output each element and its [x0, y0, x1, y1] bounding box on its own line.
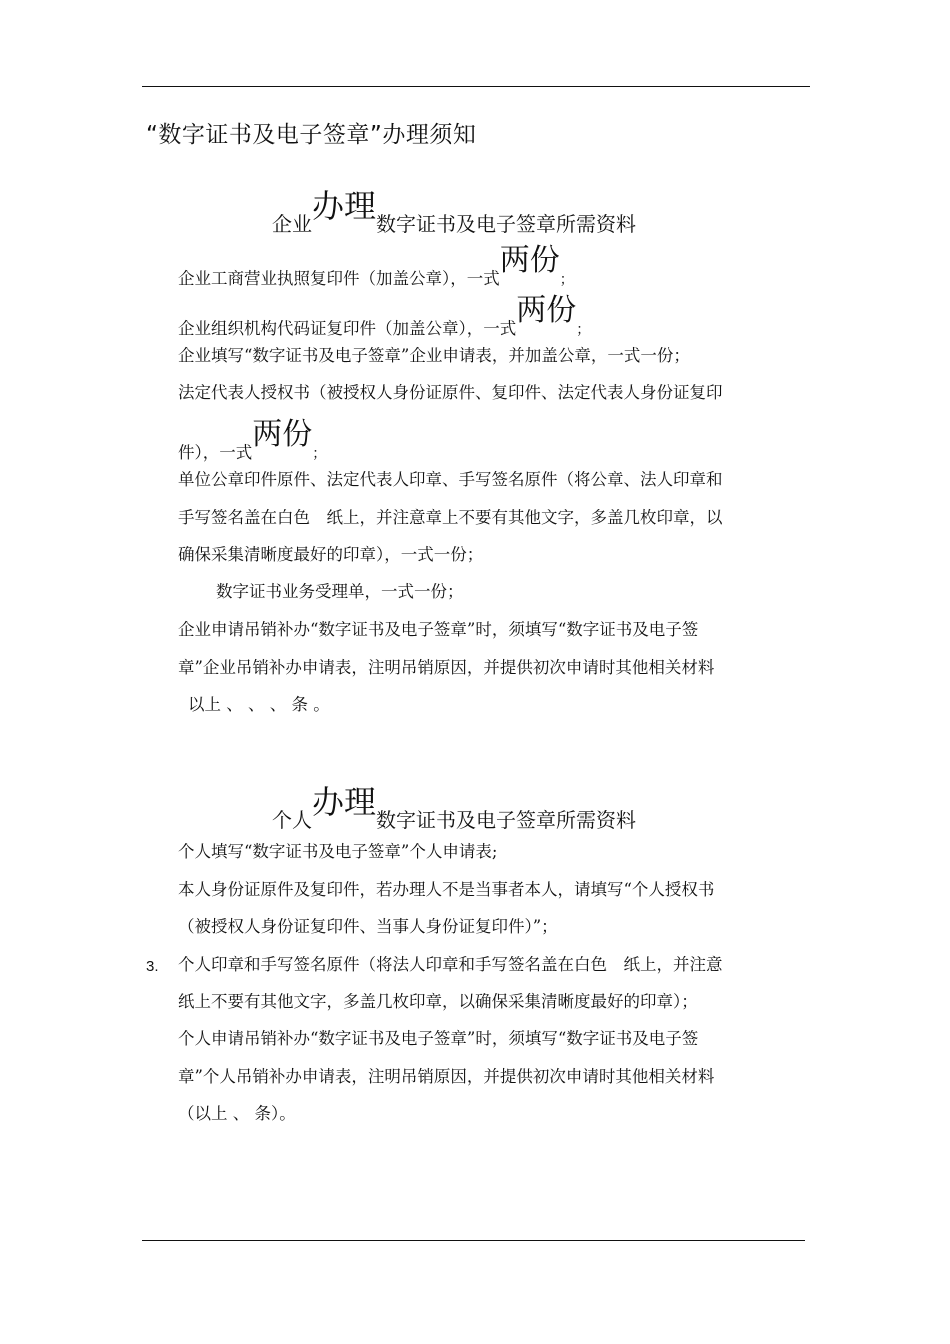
- enterprise-section-heading: [272, 187, 637, 236]
- enterprise-item-seals-end: 确保采集清晰度最好的印章），一式一份；: [178, 545, 484, 564]
- personal-item-revocation: 个人申请吊销补办“数字证书及电子签章”时，须填写“数字证书及电子签: [178, 1029, 699, 1048]
- header-rule: [142, 86, 810, 87]
- enterprise-item-seals-cont: 手写签名盖在白色 纸上，并注意章上不要有其他文字，多盖几枚印章，以: [178, 508, 723, 527]
- heading-emphasis: 办理: [312, 187, 377, 225]
- enterprise-item-revocation-end: 以上 、 、 、 条 。: [188, 695, 330, 714]
- item-emphasis: 两份: [499, 243, 560, 278]
- enterprise-item-seals: 单位公章印件原件、法定代表人印章、手写签名原件（将公章、法人印章和: [178, 470, 723, 489]
- personal-item-revocation-cont: 章”个人吊销补办申请表，注明吊销原因，并提供初次申请时其他相关材料: [178, 1067, 715, 1086]
- item-emphasis: 两份: [516, 293, 577, 328]
- item-text: 企业组织机构代码证复印件（加盖公章），一式: [178, 319, 517, 338]
- enterprise-item-business-license: [178, 243, 574, 290]
- document-title: “数字证书及电子签章”办理须知: [146, 122, 477, 148]
- item-text: 件），一式: [178, 443, 253, 462]
- enterprise-item-revocation: 企业申请吊销补办“数字证书及电子签章”时，须填写“数字证书及电子签: [178, 620, 699, 639]
- item-end: ；: [559, 272, 574, 288]
- enterprise-item-application-form: 企业填写“数字证书及电子签章”企业申请表，并加盖公章，一式一份；: [178, 346, 690, 365]
- personal-item-application-form: 个人填写“数字证书及电子签章”个人申请表;: [178, 842, 498, 861]
- personal-item-id-card-cont: （被授权人身份证复印件、当事人身份证复印件）”；: [178, 917, 558, 936]
- enterprise-item-org-code: [178, 293, 591, 340]
- item-end: ；: [576, 322, 591, 338]
- enterprise-item-revocation-cont: 章”企业吊销补办申请表，注明吊销原因，并提供初次申请时其他相关材料: [178, 658, 715, 677]
- personal-section-heading: [272, 783, 637, 832]
- enterprise-item-acceptance-form: 数字证书业务受理单，一式一份；: [216, 582, 464, 601]
- item-emphasis: 两份: [252, 417, 313, 452]
- personal-item-id-card: 本人身份证原件及复印件，若办理人不是当事者本人，请填写“个人授权书: [178, 880, 715, 899]
- list-number: 3.: [146, 958, 159, 975]
- footer-rule: [142, 1240, 805, 1241]
- heading-emphasis: 办理: [312, 783, 377, 821]
- heading-prefix: 企业: [272, 212, 312, 236]
- personal-item-revocation-end: （以上 、 条）。: [178, 1104, 296, 1123]
- enterprise-item-authorization-cont: [178, 417, 327, 464]
- heading-suffix: 数字证书及电子签章所需资料: [376, 212, 637, 236]
- heading-suffix: 数字证书及电子签章所需资料: [376, 808, 637, 832]
- item-text: 企业工商营业执照复印件（加盖公章），一式: [178, 269, 500, 288]
- personal-item-seal: 个人印章和手写签名原件（将法人印章和手写签名盖在白色 纸上，并注意: [178, 955, 723, 974]
- item-end: ；: [312, 446, 327, 462]
- heading-prefix: 个人: [272, 808, 312, 832]
- personal-item-seal-cont: 纸上不要有其他文字，多盖几枚印章，以确保采集清晰度最好的印章）；: [178, 992, 698, 1011]
- enterprise-item-authorization: 法定代表人授权书（被授权人身份证原件、复印件、法定代表人身份证复印: [178, 383, 723, 402]
